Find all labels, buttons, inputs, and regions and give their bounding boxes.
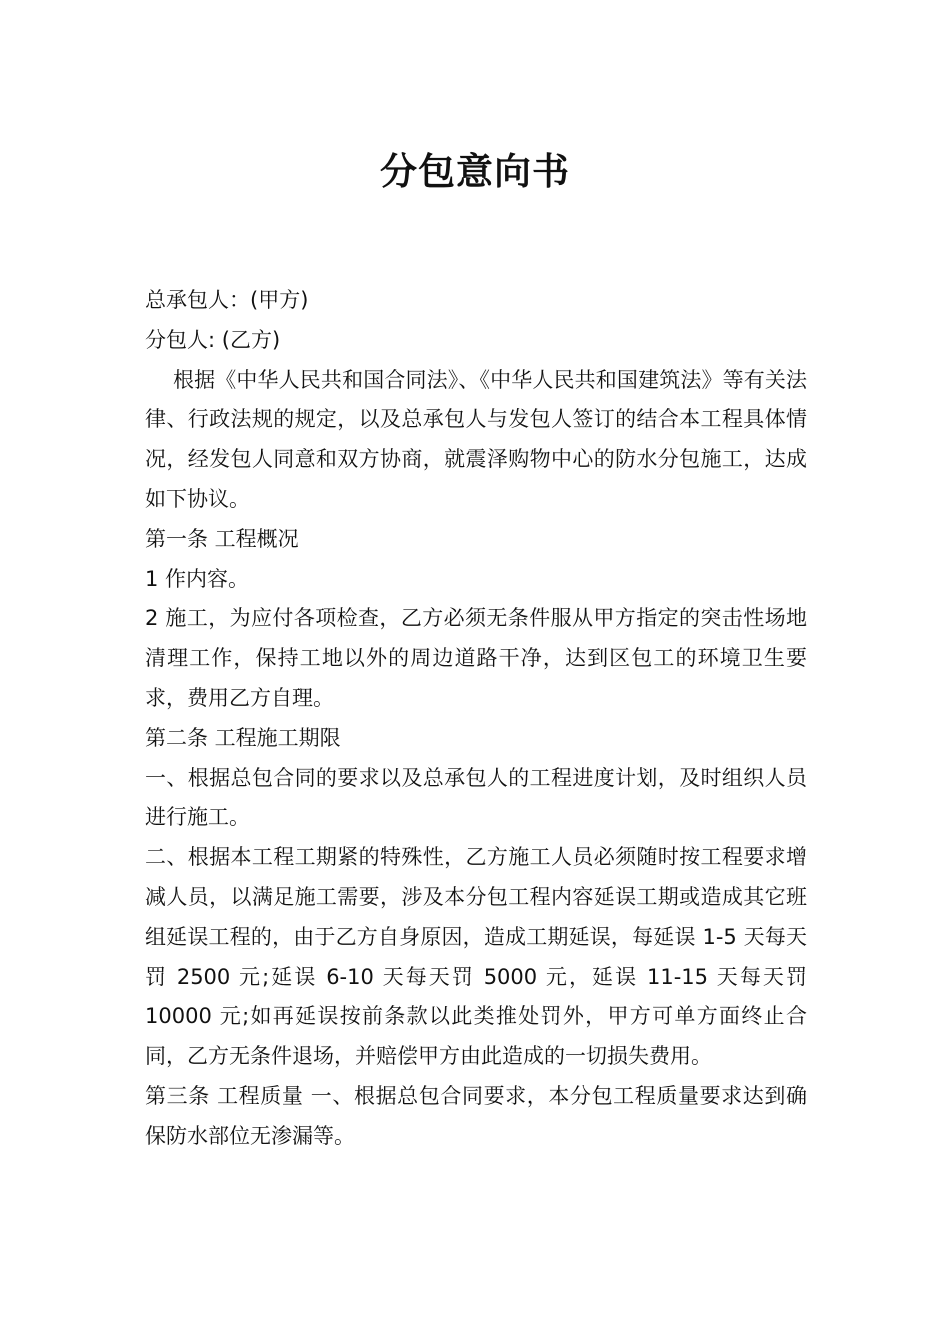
article-2-item-1: 一、根据总包合同的要求以及总承包人的工程进度计划，及时组织人员进行施工。 (145, 765, 807, 830)
article-2-heading: 第二条 工程施工期限 (145, 725, 341, 750)
preamble-paragraph: 根据《中华人民共和国合同法》、《中华人民共和国建筑法》等有关法律、行政法规的规定，以及总承包人与发包人签订的结合本工程具体情况，经发包人同意和双方协商，就震泽购物中心的防水分包施工，达成如下协议。 (145, 367, 807, 511)
article-1-heading: 第一条 工程概况 (145, 526, 299, 551)
article-2-item-2: 二、根据本工程工期紧的特殊性，乙方施工人员必须随时按工程要求增减人员，以满足施工需要，涉及本分包工程内容延误工期或造成其它班组延误工程的，由于乙方自身原因，造成工期延误，每延误 1-5 天每天罚 2500 元;延误 6-10 天每天罚 5000 元，延误 11-15 天每天罚 10000 元;如再延误按前条款以此类推处罚外，甲方可单方面终止合同，乙方无条件退场，并赔偿甲方由此造成的一切损失费用。 (145, 845, 807, 1069)
article-1-item-2: 2 施工，为应付各项检查，乙方必须无条件服从甲方指定的突击性场地清理工作，保持工地以外的周边道路干净，达到区包工的环境卫生要求，费用乙方自理。 (145, 606, 807, 710)
party-b-line: 分包人: (乙方) (145, 327, 281, 352)
party-a-line: 总承包人：(甲方) (145, 288, 309, 312)
document-body (145, 281, 807, 1157)
article-3-paragraph: 第三条 工程质量 一、根据总包合同要求，本分包工程质量要求达到确保防水部位无渗漏等。 (145, 1083, 807, 1148)
document-title: 分包意向书 (380, 149, 570, 193)
article-1-item-1: 1 作内容。 (145, 566, 250, 591)
